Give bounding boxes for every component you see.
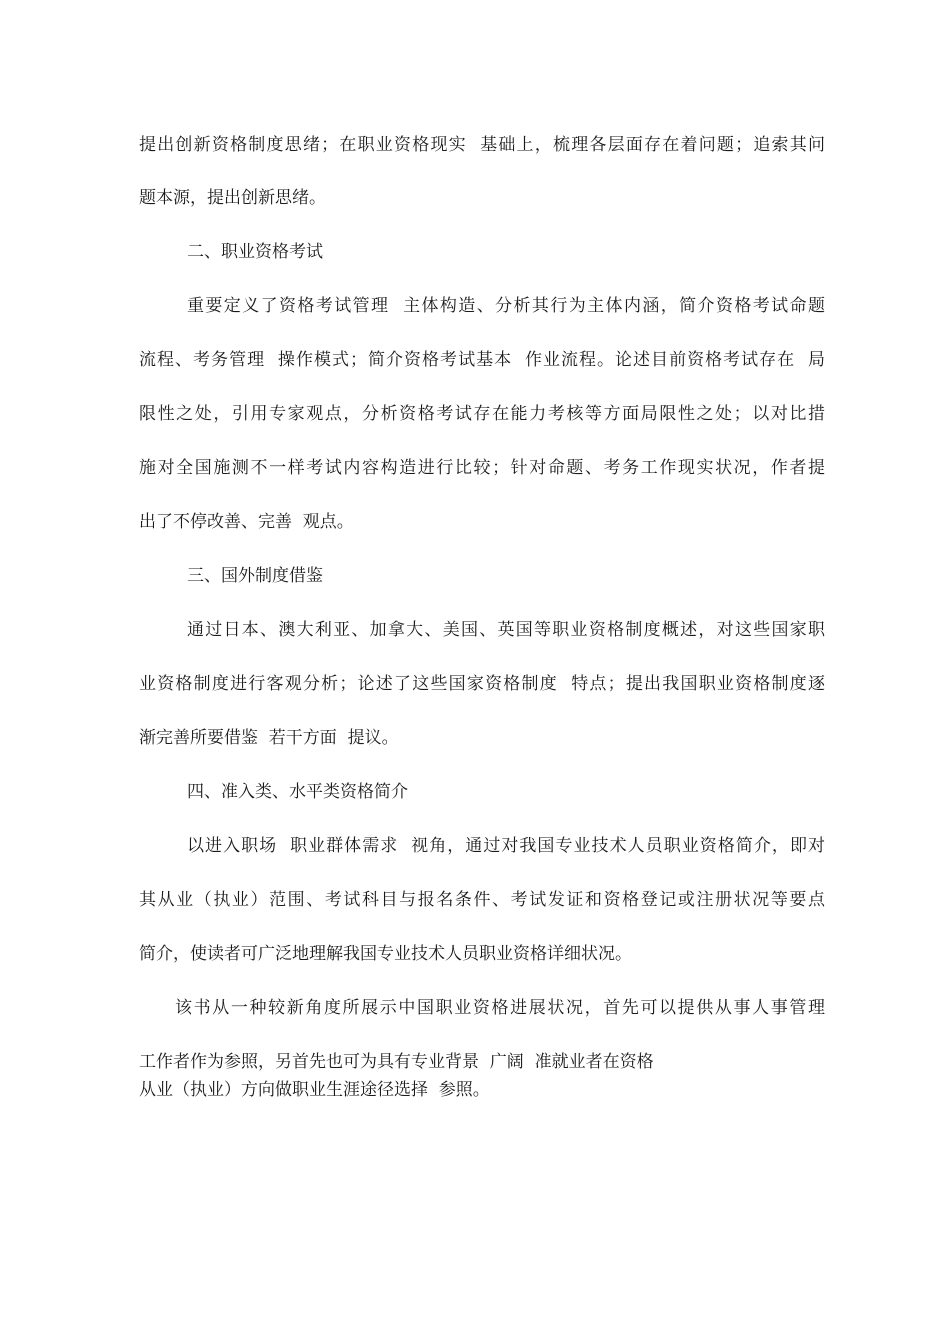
body-line-1: 提出创新资格制度思绪；在职业资格现实 基础上，梳理各层面存在着问题；追索其问 <box>139 135 825 155</box>
body-line-7: 施对全国施测不一样考试内容构造进行比较；针对命题、考务工作现实状况，作者提 <box>139 458 825 478</box>
body-line-4: 重要定义了资格考试管理 主体构造、分析其行为主体内涵，简介资格考试命题 <box>187 296 825 316</box>
body-line-14: 以进入职场 职业群体需求 视角，通过对我国专业技术人员职业资格简介，即对 <box>187 836 825 856</box>
section-heading-4: 四、准入类、水平类资格简介 <box>187 782 408 802</box>
section-heading-2: 二、职业资格考试 <box>187 242 323 262</box>
body-line-12: 渐完善所要借鉴 若干方面 提议。 <box>139 728 399 748</box>
body-line-11: 业资格制度进行客观分析；论述了这些国家资格制度 特点；提出我国职业资格制度逐 <box>139 674 825 694</box>
body-line-5: 流程、考务管理 操作模式；简介资格考试基本 作业流程。论述目前资格考试存在 局 <box>139 350 825 370</box>
body-line-6: 限性之处，引用专家观点，分析资格考试存在能力考核等方面局限性之处；以对比措 <box>139 404 825 424</box>
body-line-18: 工作者作为参照，另首先也可为具有专业背景 广阔 准就业者在资格 <box>139 1052 654 1072</box>
body-line-17: 该书从一种较新角度所展示中国职业资格进展状况，首先可以提供从事人事管理 <box>175 998 825 1018</box>
body-line-15: 其从业（执业）范围、考试科目与报名条件、考试发证和资格登记或注册状况等要点 <box>139 890 825 910</box>
body-line-16: 简介，使读者可广泛地理解我国专业技术人员职业资格详细状况。 <box>139 944 632 964</box>
body-line-19: 从业（执业）方向做职业生涯途径选择 参照。 <box>139 1080 490 1100</box>
section-heading-3: 三、国外制度借鉴 <box>187 566 323 586</box>
body-line-10: 通过日本、澳大利亚、加拿大、美国、英国等职业资格制度概述，对这些国家职 <box>187 620 825 640</box>
body-line-8: 出了不停改善、完善 观点。 <box>139 512 354 532</box>
body-line-2: 题本源，提出创新思绪。 <box>139 188 326 208</box>
